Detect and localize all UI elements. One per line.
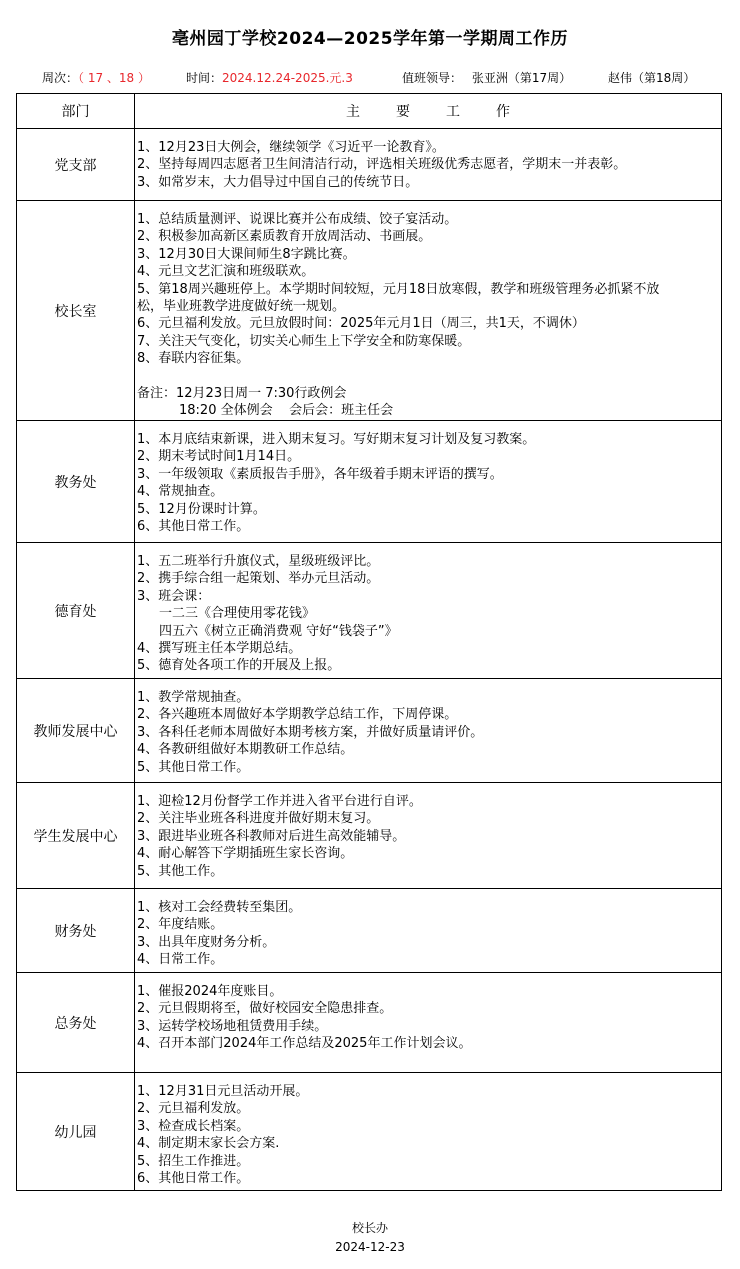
work-item: 松，毕业班教学进度做好统一规划。 bbox=[137, 299, 346, 315]
table-header-row bbox=[17, 94, 722, 129]
work-item: 2、积极参加高新区素质教育开放周活动、书画展。 bbox=[137, 229, 432, 245]
work-item: 3、运转学校场地租赁费用手续。 bbox=[137, 1018, 328, 1034]
time-info bbox=[186, 69, 353, 86]
work-content-cell bbox=[135, 1073, 722, 1191]
table-row bbox=[17, 783, 722, 889]
work-item: 5、其他工作。 bbox=[137, 863, 224, 879]
header-main-work bbox=[135, 94, 722, 129]
table-row bbox=[17, 129, 722, 201]
table-row bbox=[17, 679, 722, 783]
header-main-label: 主要工作 bbox=[346, 104, 546, 120]
work-item: 6、其他日常工作。 bbox=[137, 1171, 250, 1187]
work-item: 5、12月份课时计算。 bbox=[137, 501, 266, 517]
work-item: 1、迎检12月份督学工作并进入省平台进行自评。 bbox=[137, 794, 422, 809]
table-row bbox=[17, 1073, 722, 1191]
dept-cell: 总务处 bbox=[17, 973, 135, 1073]
table-body bbox=[17, 129, 722, 1191]
work-item: 1、12月23日大例会，继续领学《习近平一论教育》。 bbox=[137, 140, 445, 155]
dept-cell: 幼儿园 bbox=[17, 1073, 135, 1191]
work-item: 3、班会课： bbox=[137, 588, 211, 604]
work-item: 2、元旦假期将至，做好校园安全隐患排查。 bbox=[137, 1001, 393, 1017]
work-content-cell bbox=[135, 421, 722, 543]
work-item: 2、年度结账。 bbox=[137, 917, 224, 933]
table-row bbox=[17, 889, 722, 973]
work-item: 4、各教研组做好本期教研工作总结。 bbox=[137, 742, 354, 758]
work-item: 4、制定期末家长会方案. bbox=[137, 1136, 280, 1152]
work-item: 1、核对工会经费转至集团。 bbox=[137, 900, 302, 915]
work-item: 5、招生工作推进。 bbox=[137, 1153, 250, 1169]
work-item: 3、各科任老师本周做好本期考核方案，并做好质量请评价。 bbox=[137, 724, 484, 740]
work-item: 5、第18周兴趣班停上。本学期时间较短，元月18日放寒假，教学和班级管理务必抓紧不放 bbox=[137, 281, 660, 297]
table-row bbox=[17, 201, 722, 421]
work-content-cell bbox=[135, 201, 722, 421]
work-item: 6、其他日常工作。 bbox=[137, 519, 250, 535]
work-item: 1、12月31日元旦活动开展。 bbox=[137, 1084, 309, 1099]
leader-label: 值班领导： bbox=[402, 71, 463, 85]
dept-cell: 德育处 bbox=[17, 543, 135, 679]
work-item: 3、出具年度财务分析。 bbox=[137, 934, 276, 950]
signature-office: 校长办 bbox=[351, 1221, 388, 1235]
work-item: 2、元旦福利发放。 bbox=[137, 1101, 250, 1117]
work-item: 2、携手综合组一起策划、举办元旦活动。 bbox=[137, 571, 380, 587]
work-item: 3、一年级领取《素质报告手册》，各年级着手期末评语的撰写。 bbox=[137, 466, 503, 482]
work-content-cell bbox=[135, 889, 722, 973]
leader-week17: 张亚洲（第17周） bbox=[471, 71, 572, 85]
work-item: 4、撰写班主任本学期总结。 bbox=[137, 641, 302, 657]
work-item: 4、元旦文艺汇演和班级联欢。 bbox=[137, 264, 315, 280]
time-label: 时间： bbox=[186, 71, 223, 85]
work-item: 四五六《树立正确消费观 守好“钱袋子”》 bbox=[159, 623, 398, 639]
work-item: 3、检查成长档案。 bbox=[137, 1118, 250, 1134]
work-item: 5、其他日常工作。 bbox=[137, 759, 250, 775]
dept-cell: 校长室 bbox=[17, 201, 135, 421]
work-item: 1、催报2024年度账目。 bbox=[137, 984, 283, 999]
work-item: 7、关注天气变化，切实关心师生上下学安全和防寒保暖。 bbox=[137, 333, 471, 349]
work-item: 4、常规抽查。 bbox=[137, 484, 224, 500]
table-row bbox=[17, 421, 722, 543]
work-item: 2、关注毕业班各科进度并做好期末复习。 bbox=[137, 811, 380, 827]
dept-cell: 学生发展中心 bbox=[17, 783, 135, 889]
work-item: 8、春联内容征集。 bbox=[137, 351, 250, 367]
work-content-cell bbox=[135, 783, 722, 889]
work-item: 一二三《合理使用零花钱》 bbox=[159, 606, 316, 622]
week-info bbox=[42, 69, 150, 86]
work-item: 2、坚持每周四志愿者卫生间清洁行动，评选相关班级优秀志愿者，学期末一并表彰。 bbox=[137, 157, 627, 173]
work-item: 4、耐心解答下学期插班生家长咨询。 bbox=[137, 846, 354, 862]
leader-info bbox=[402, 69, 571, 86]
work-item: 1、五二班举行升旗仪式，星级班级评比。 bbox=[137, 554, 380, 569]
dept-cell: 财务处 bbox=[17, 889, 135, 973]
page-title: 亳州园丁学校2024—2025学年第一学期周工作历 bbox=[171, 29, 569, 49]
header-dept: 部门 bbox=[17, 94, 135, 129]
work-item: 3、12月30日大课间师生8字跳比赛。 bbox=[137, 246, 356, 262]
work-calendar-table bbox=[16, 93, 722, 1191]
leader-week18: 赵伟（第18周） bbox=[608, 71, 696, 85]
remark-line: 18:20 全体例会 会后会：班主任会 bbox=[179, 403, 394, 419]
dept-cell: 党支部 bbox=[17, 129, 135, 201]
work-item: 4、日常工作。 bbox=[137, 952, 224, 968]
work-item: 5、德育处各项工作的开展及上报。 bbox=[137, 658, 341, 674]
table-row bbox=[17, 973, 722, 1073]
week-value: （ 17 、18 ） bbox=[78, 71, 150, 85]
work-item: 3、跟进毕业班各科教师对后进生高效能辅导。 bbox=[137, 828, 406, 844]
dept-cell: 教务处 bbox=[17, 421, 135, 543]
time-value: 2024.12.24-2025.元.3 bbox=[222, 71, 353, 85]
work-content-cell bbox=[135, 679, 722, 783]
work-item: 2、各兴趣班本周做好本学期教学总结工作，下周停课。 bbox=[137, 707, 458, 723]
work-content-cell bbox=[135, 129, 722, 201]
work-item: 1、本月底结束新课，进入期末复习。写好期末复习计划及复习教案。 bbox=[137, 432, 536, 447]
work-content-cell bbox=[135, 973, 722, 1073]
work-item: 6、元旦福利发放。元旦放假时间：2025年元月1日（周三，共1天，不调休） bbox=[137, 316, 585, 332]
work-item: 1、教学常规抽查。 bbox=[137, 690, 250, 705]
table-row bbox=[17, 543, 722, 679]
work-item: 3、如常岁末，大力倡导过中国自己的传统节日。 bbox=[137, 174, 419, 190]
work-item: 2、期末考试时间1月14日。 bbox=[137, 449, 301, 465]
work-item: 1、总结质量测评、说课比赛并公布成绩、饺子宴活动。 bbox=[137, 212, 458, 227]
work-content-cell bbox=[135, 543, 722, 679]
signature-date: 2024-12-23 bbox=[335, 1240, 405, 1254]
remark-line: 备注：12月23日周一 7:30行政例会 bbox=[137, 385, 347, 401]
dept-cell: 教师发展中心 bbox=[17, 679, 135, 783]
work-item: 4、召开本部门2024年工作总结及2025年工作计划会议。 bbox=[137, 1036, 472, 1052]
week-label: 周次： bbox=[42, 71, 79, 85]
